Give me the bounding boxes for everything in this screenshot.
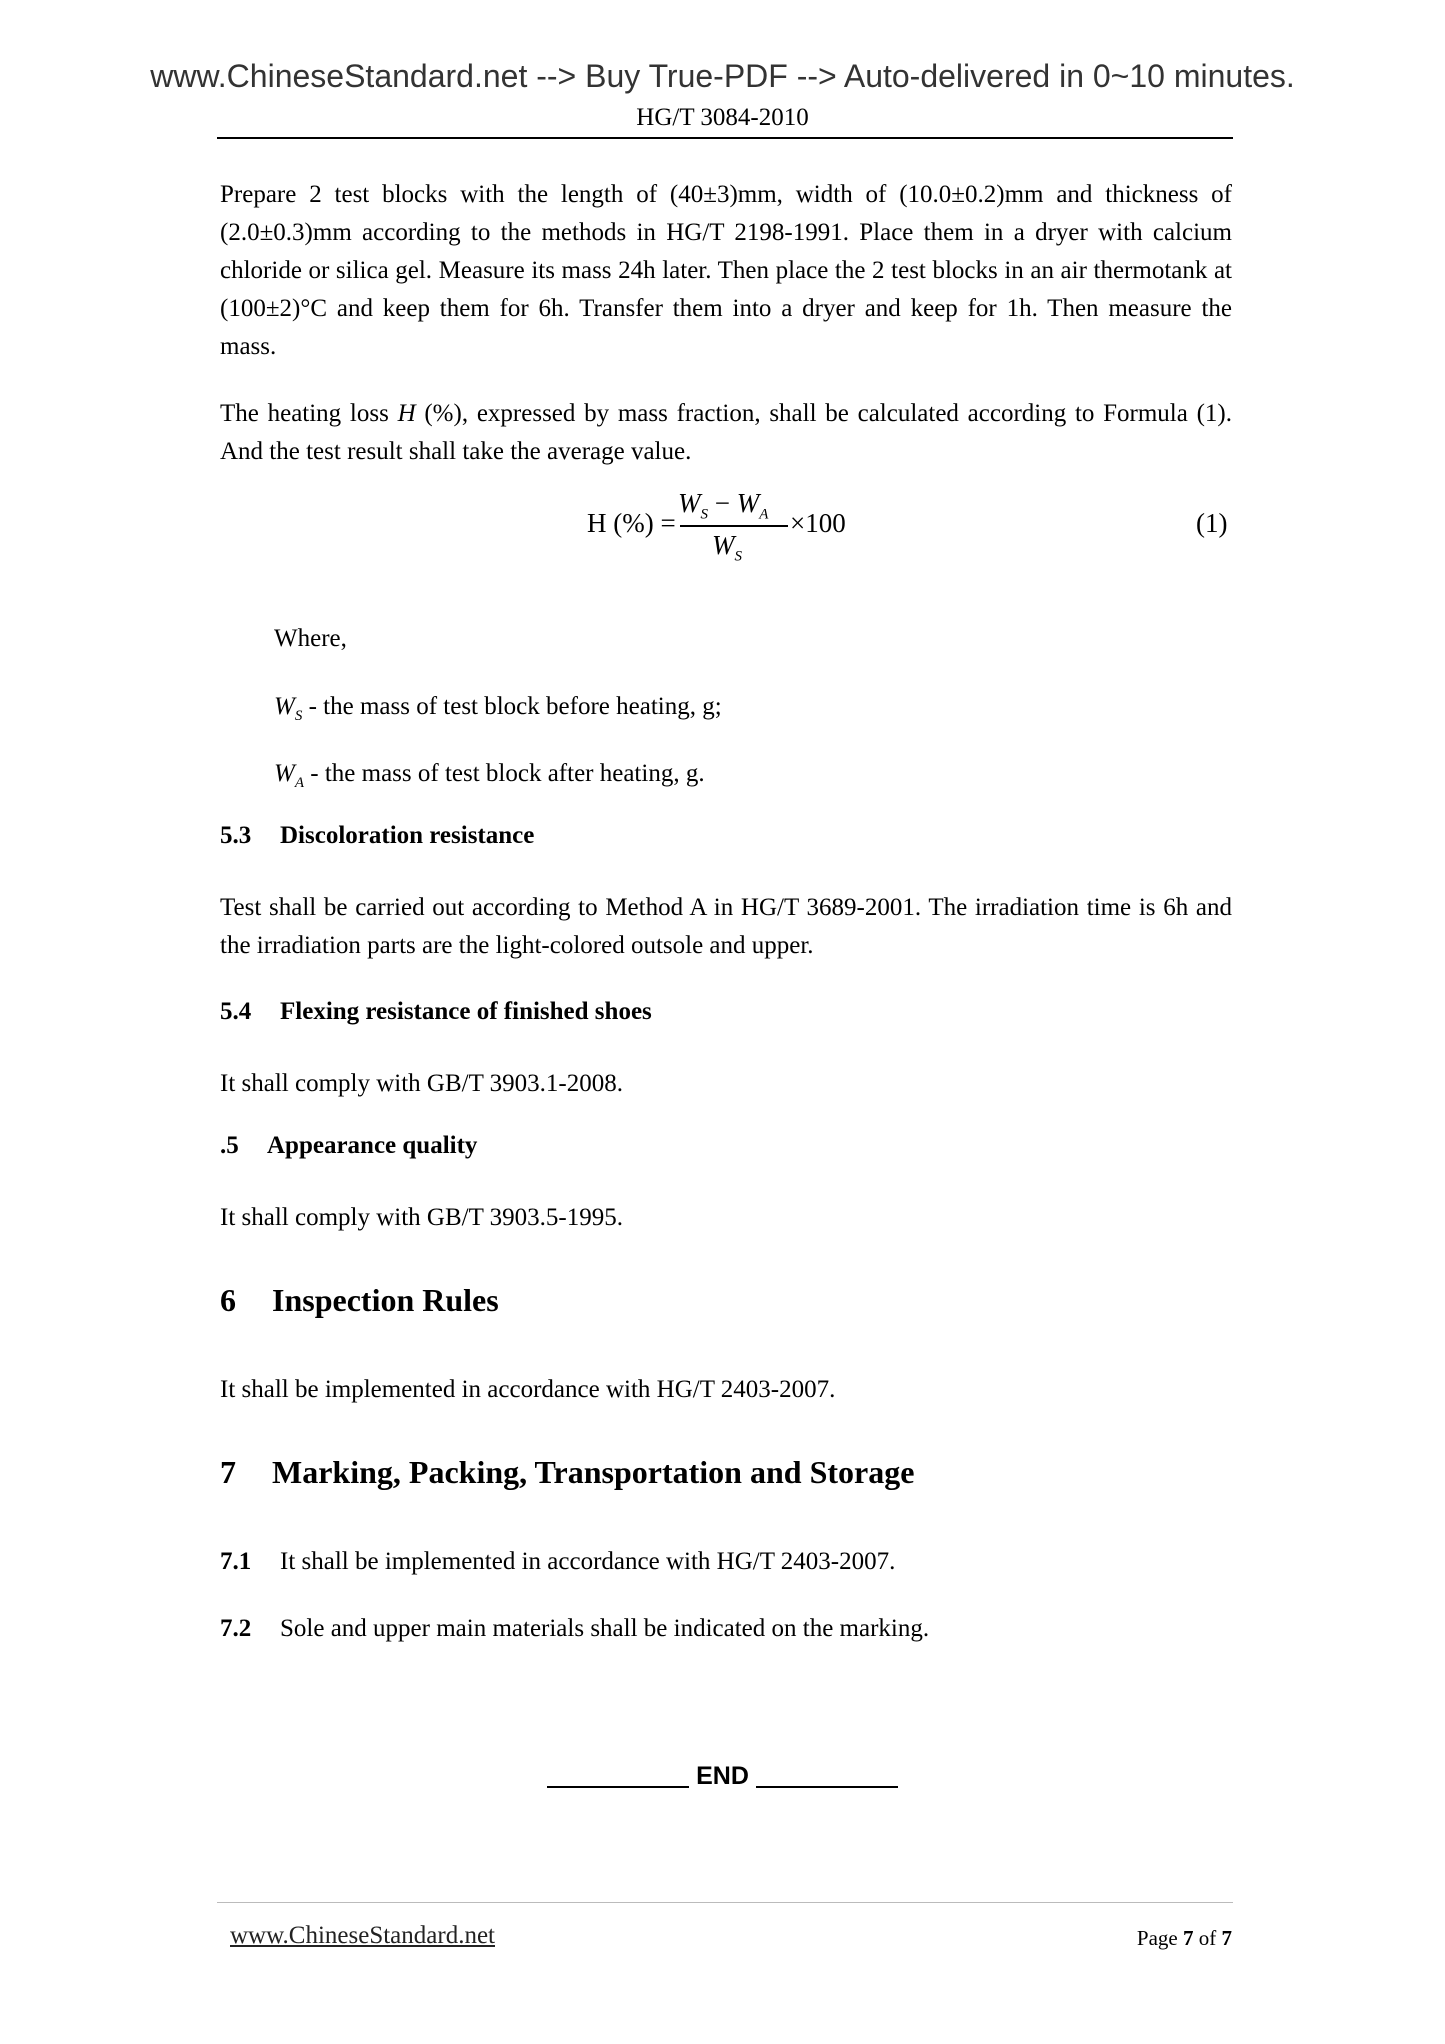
footer-website-link[interactable]: www.ChineseStandard.net [230,1922,495,1949]
standard-code: HG/T 3084-2010 [636,104,809,131]
section-7-1: 7.1 It shall be implemented in accordance with HG/T 2403-2007. [220,1548,896,1575]
intro-text-2: The heating loss H (%), expressed by mass fraction, shall be calculated according to Formula (1). And the test result shall take the average value. [220,400,1232,465]
where-ws-text: $W_S$ - the mass of test block before heating, g; [274,693,722,724]
section-7-heading: 7 Marking, Packing, Transportation and Storage [220,1454,915,1490]
where-block [274,620,1286,658]
section-6-heading: 6 Inspection Rules [220,1282,499,1318]
formula-multiplier: ×100 [790,508,846,538]
intro-paragraph-1 [220,176,1232,366]
section-5-4-body: It shall comply with GB/T 3903.1-2008. [220,1070,623,1097]
page-number: Page 7 of 7 [1136,1926,1232,1950]
section-7-2: 7.2 Sole and upper main materials shall be indicated on the marking. [220,1615,930,1642]
end-label: END [696,1762,749,1790]
formula-lhs: H (%) = [587,508,676,538]
section-5-3-body: Test shall be carried out according to Method A in HG/T 3689-2001. The irradiation time is 6h and the irradiation parts are the light-colored outsole and upper. [220,894,1232,959]
where-label: Where, [274,625,347,652]
top-banner[interactable]: www.ChineseStandard.net --> Buy True-PDF --> Auto-delivered in 0~10 minutes. [150,58,1295,94]
where-wa [274,755,1286,802]
fraction-bar [680,525,788,527]
section-5-4-heading: 5.4 Flexing resistance of finished shoes [220,998,652,1025]
intro-paragraph-2 [220,395,1232,471]
formula-denominator: $W_S$ [712,530,742,565]
formula-number: (1) [1196,508,1228,538]
where-wa-text: $W_A$ - the mass of test block after heating, g. [274,760,705,791]
end-line-right [756,1786,898,1788]
formula-numerator: $W_S - W_A$ [678,488,769,523]
footer-divider [217,1902,1233,1903]
section-6-body: It shall be implemented in accordance with HG/T 2403-2007. [220,1376,836,1403]
where-ws [274,688,1286,735]
heating-loss-formula [0,490,1445,570]
section-5-3-heading: 5.3 Discoloration resistance [220,822,535,849]
intro-text-1: Prepare 2 test blocks with the length of (40±3)mm, width of (10.0±0.2)mm and thickness of (2.0±0.3)mm according to the methods in HG/T 2198-1991. Place them in a dryer with calcium chloride or silica gel. Measure its mass 24h later. Then place the 2 test blocks in an air thermotank at (100±2)°C and keep them for 6h. Transfer them into a dryer and keep for 1h. Then measure the mass. [220,181,1232,360]
end-marker [0,1762,1445,1791]
header-divider [217,137,1233,139]
section-5-5-heading: .5 Appearance quality [220,1132,478,1159]
end-line-left [547,1786,689,1788]
section-5-5-body: It shall comply with GB/T 3903.5-1995. [220,1204,623,1231]
